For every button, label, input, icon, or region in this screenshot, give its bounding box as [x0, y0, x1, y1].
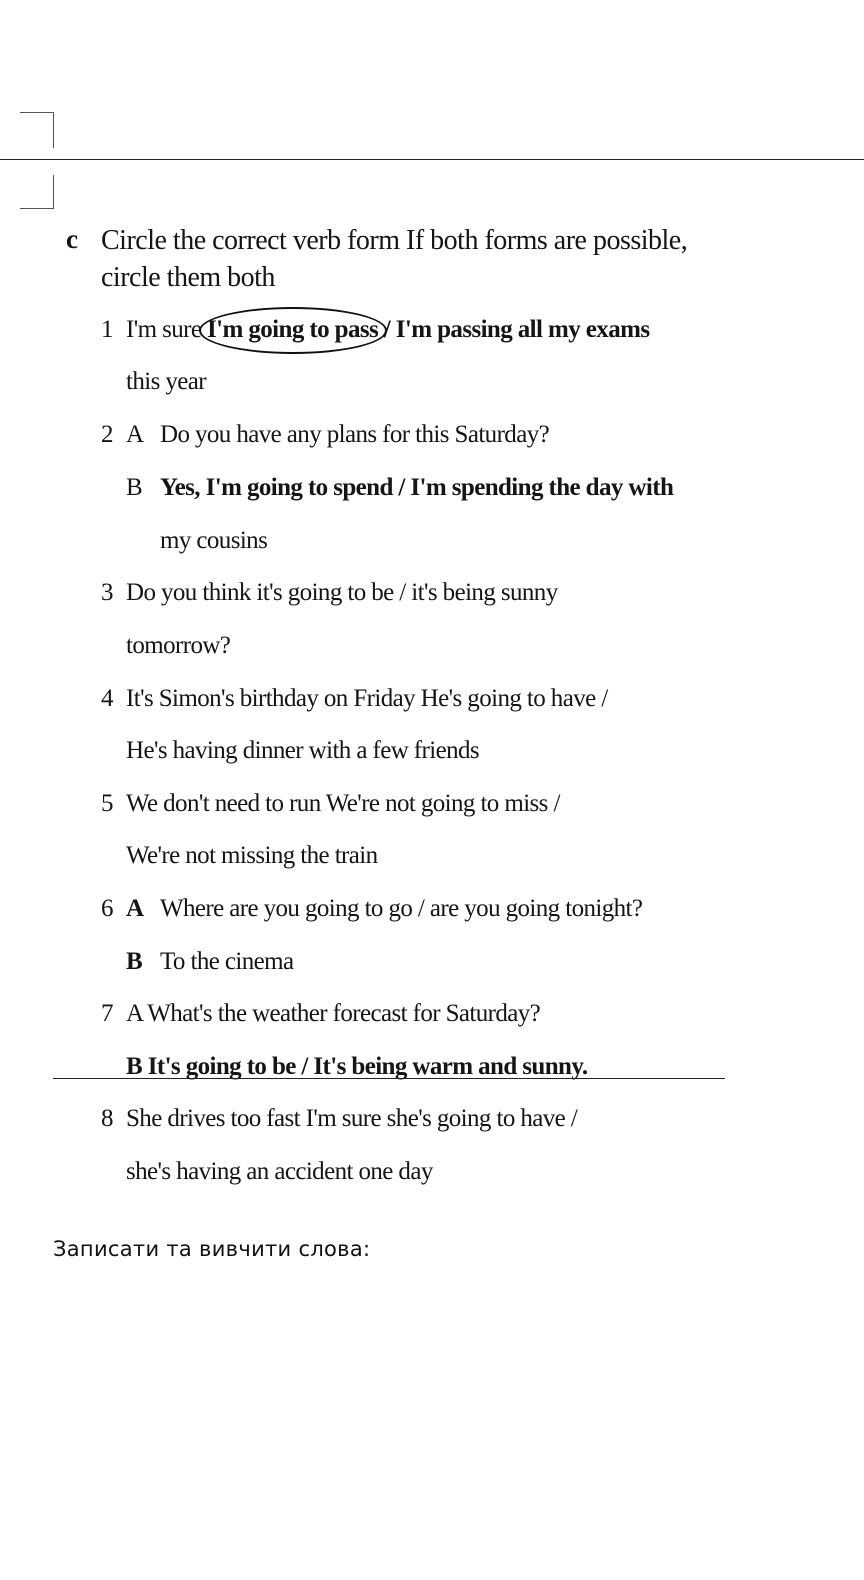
item-number: 8: [101, 1105, 114, 1132]
speaker-label: A: [126, 421, 145, 448]
item-number: 1: [101, 316, 114, 343]
exercise-instruction: Circle the correct verb form If both forms are possible, circle them both: [101, 225, 688, 293]
item-line: It's Simon's birthday on Friday He's going to have /: [126, 685, 608, 712]
speaker-label: B: [126, 948, 143, 975]
item-number: 6: [101, 895, 114, 922]
item-number: 4: [101, 685, 114, 712]
item-line: tomorrow?: [126, 632, 231, 659]
exercise-letter: c: [66, 224, 78, 254]
item-number: 2: [101, 421, 114, 448]
item-number: 7: [101, 1000, 114, 1027]
page-corner-mark-top: [20, 112, 54, 148]
item-line: Where are you going to go / are you going tonight?: [160, 895, 643, 922]
item-line: Yes, I'm going to spend / I'm spending the day with: [160, 474, 674, 501]
item-line: We're not missing the train: [126, 842, 378, 869]
item-line: Do you have any plans for this Saturday?: [160, 421, 550, 448]
underline-rule: [53, 1078, 725, 1079]
item-line: To the cinema: [160, 948, 294, 975]
item-number: 5: [101, 790, 114, 817]
item-line: B It's going to be / It's being warm and sunny.: [126, 1053, 588, 1080]
item-line: A What's the weather forecast for Saturday?: [126, 1000, 541, 1027]
item-line: We don't need to run We're not going to miss /: [126, 790, 560, 817]
item-line: she's having an accident one day: [126, 1158, 433, 1185]
item-line: this year: [126, 368, 206, 395]
speaker-label: B: [126, 474, 143, 501]
circled-answer: I'm going to pass: [207, 316, 379, 343]
item-line: I'm sure I'm going to pass / I'm passing all my exams: [126, 316, 650, 343]
page-corner-mark-bottom: [20, 175, 54, 209]
handwritten-note: Записати та вивчити слова:: [53, 1237, 371, 1261]
speaker-label: A: [126, 895, 145, 922]
item-line: He's having dinner with a few friends: [126, 737, 480, 764]
item-line: my cousins: [160, 527, 268, 554]
item-number: 3: [101, 579, 114, 606]
page-divider: [0, 159, 864, 160]
item-line: Do you think it's going to be / it's being sunny: [126, 579, 558, 606]
item-line: She drives too fast I'm sure she's going to have /: [126, 1105, 578, 1132]
